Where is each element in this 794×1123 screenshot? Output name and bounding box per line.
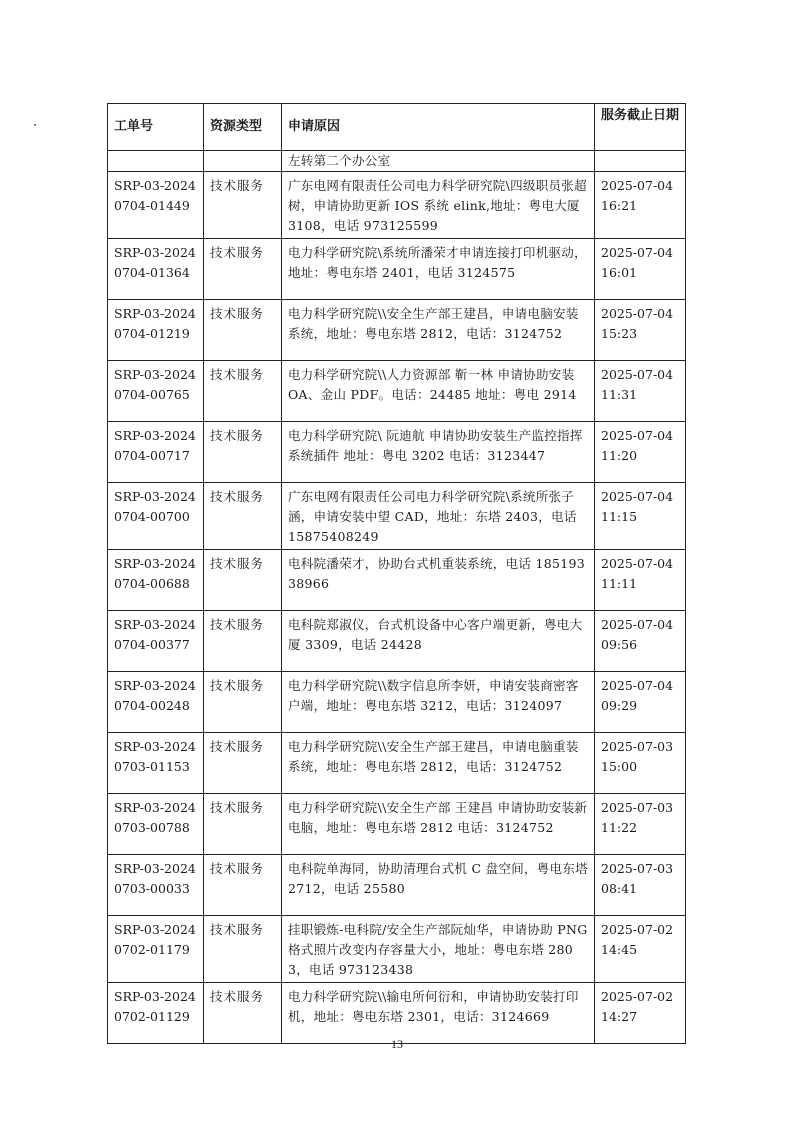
service-ticket-table — [107, 103, 686, 1044]
cell-deadline: 2025-07-03 11:22 — [595, 794, 686, 855]
cell-request-reason: 广东电网有限责任公司电力科学研究院\四级职员张超树，申请协助更新 IOS 系统 elink,地址：粤电大厦 3108，电话 973125599 — [282, 172, 595, 239]
cell-resource-type: 技术服务 — [204, 916, 282, 983]
cell-deadline: 2025-07-03 08:41 — [595, 855, 686, 916]
header-resource-type: 资源类型 — [204, 104, 282, 151]
table-row — [108, 733, 686, 794]
cell-ticket-id: SRP-03-20240704-00717 — [108, 422, 204, 483]
table-row — [108, 672, 686, 733]
cell-ticket-id: SRP-03-20240704-00688 — [108, 550, 204, 611]
cell-request-reason: 电力科学研究院\系统所潘荣才申请连接打印机驱动，地址：粤电东塔 2401，电话 3124575 — [282, 239, 595, 300]
table-row-continuation — [108, 151, 686, 172]
cell-request-reason: 广东电网有限责任公司电力科学研究院\系统所张子涵，申请安装中望 CAD，地址：东塔 2403，电话 15875408249 — [282, 483, 595, 550]
cell-resource-type: 技术服务 — [204, 300, 282, 361]
cell-resource-type: 技术服务 — [204, 794, 282, 855]
cell-resource-type — [204, 151, 282, 172]
cell-resource-type: 技术服务 — [204, 983, 282, 1044]
cell-deadline: 2025-07-02 14:27 — [595, 983, 686, 1044]
cell-deadline: 2025-07-04 09:29 — [595, 672, 686, 733]
cell-request-reason: 电科院单海同，协助清理台式机 C 盘空间，粤电东塔 2712，电话 25580 — [282, 855, 595, 916]
cell-request-reason: 左转第二个办公室 — [282, 151, 595, 172]
cell-resource-type: 技术服务 — [204, 733, 282, 794]
cell-request-reason: 电力科学研究院\\数字信息所李妍，申请安装商密客户端，地址：粤电东塔 3212，电话：3124097 — [282, 672, 595, 733]
cell-resource-type: 技术服务 — [204, 672, 282, 733]
cell-ticket-id — [108, 151, 204, 172]
cell-ticket-id: SRP-03-20240703-01153 — [108, 733, 204, 794]
cell-request-reason: 电科院郑淑仪，台式机设备中心客户端更新，粤电大厦 3309，电话 24428 — [282, 611, 595, 672]
cell-deadline: 2025-07-02 14:45 — [595, 916, 686, 983]
cell-deadline: 2025-07-04 11:31 — [595, 361, 686, 422]
cell-ticket-id: SRP-03-20240704-00765 — [108, 361, 204, 422]
table-row — [108, 855, 686, 916]
cell-request-reason: 电力科学研究院\\人力资源部 靳一林 申请协助安装 OA、金山 PDF。电话：24485 地址：粤电 2914 — [282, 361, 595, 422]
cell-resource-type: 技术服务 — [204, 611, 282, 672]
table-row — [108, 422, 686, 483]
cell-resource-type: 技术服务 — [204, 855, 282, 916]
cell-request-reason: 电力科学研究院\\安全生产部王建昌，申请电脑安装系统，地址：粤电东塔 2812，电话：3124752 — [282, 300, 595, 361]
cell-ticket-id: SRP-03-20240704-00248 — [108, 672, 204, 733]
cell-request-reason: 电力科学研究院\ 阮迪航 申请协助安装生产监控指挥系统插件 地址：粤电 3202 电话：3123447 — [282, 422, 595, 483]
cell-deadline: 2025-07-04 11:20 — [595, 422, 686, 483]
cell-resource-type: 技术服务 — [204, 239, 282, 300]
cell-ticket-id: SRP-03-20240704-01364 — [108, 239, 204, 300]
cell-deadline: 2025-07-04 11:11 — [595, 550, 686, 611]
table-row — [108, 483, 686, 550]
cell-resource-type: 技术服务 — [204, 550, 282, 611]
cell-deadline: 2025-07-04 16:21 — [595, 172, 686, 239]
cell-deadline: 2025-07-04 15:23 — [595, 300, 686, 361]
cell-deadline — [595, 151, 686, 172]
cell-resource-type: 技术服务 — [204, 422, 282, 483]
cell-resource-type: 技术服务 — [204, 361, 282, 422]
table-row — [108, 983, 686, 1044]
cell-deadline: 2025-07-04 16:01 — [595, 239, 686, 300]
cell-ticket-id: SRP-03-20240702-01179 — [108, 916, 204, 983]
header-service-deadline: 服务截止日期 — [595, 104, 686, 151]
cell-deadline: 2025-07-03 15:00 — [595, 733, 686, 794]
table-row — [108, 916, 686, 983]
table-row — [108, 239, 686, 300]
cell-ticket-id: SRP-03-20240704-01449 — [108, 172, 204, 239]
cell-request-reason: 电科院潘荣才，协助台式机重装系统，电话 18519338966 — [282, 550, 595, 611]
cell-ticket-id: SRP-03-20240704-00377 — [108, 611, 204, 672]
table-row — [108, 794, 686, 855]
header-ticket-id: 工单号 — [108, 104, 204, 151]
cell-ticket-id: SRP-03-20240702-01129 — [108, 983, 204, 1044]
table-row — [108, 300, 686, 361]
cell-request-reason: 挂职锻炼-电科院/安全生产部阮灿华，申请协助 PNG 格式照片改变内存容量大小，地址：粤电东塔 2803，电话 973123438 — [282, 916, 595, 983]
cell-ticket-id: SRP-03-20240703-00788 — [108, 794, 204, 855]
table-row — [108, 361, 686, 422]
page-number: 13 — [391, 1037, 403, 1051]
header-request-reason: 申请原因 — [282, 104, 595, 151]
cell-ticket-id: SRP-03-20240704-00700 — [108, 483, 204, 550]
table-row — [108, 172, 686, 239]
table-row — [108, 550, 686, 611]
cell-ticket-id: SRP-03-20240703-00033 — [108, 855, 204, 916]
cell-deadline: 2025-07-04 11:15 — [595, 483, 686, 550]
cell-resource-type: 技术服务 — [204, 483, 282, 550]
cell-request-reason: 电力科学研究院\\安全生产部王建昌，申请电脑重装系统，地址：粤电东塔 2812，电话：3124752 — [282, 733, 595, 794]
cell-request-reason: 电力科学研究院\\输电所何衍和，申请协助安装打印机，地址：粤电东塔 2301，电话：3124669 — [282, 983, 595, 1044]
cell-resource-type: 技术服务 — [204, 172, 282, 239]
table-header-row — [108, 104, 686, 151]
cell-deadline: 2025-07-04 09:56 — [595, 611, 686, 672]
scan-speck — [34, 124, 36, 126]
cell-ticket-id: SRP-03-20240704-01219 — [108, 300, 204, 361]
table-row — [108, 611, 686, 672]
cell-request-reason: 电力科学研究院\\安全生产部 王建昌 申请协助安装新电脑，地址：粤电东塔 2812 电话：3124752 — [282, 794, 595, 855]
